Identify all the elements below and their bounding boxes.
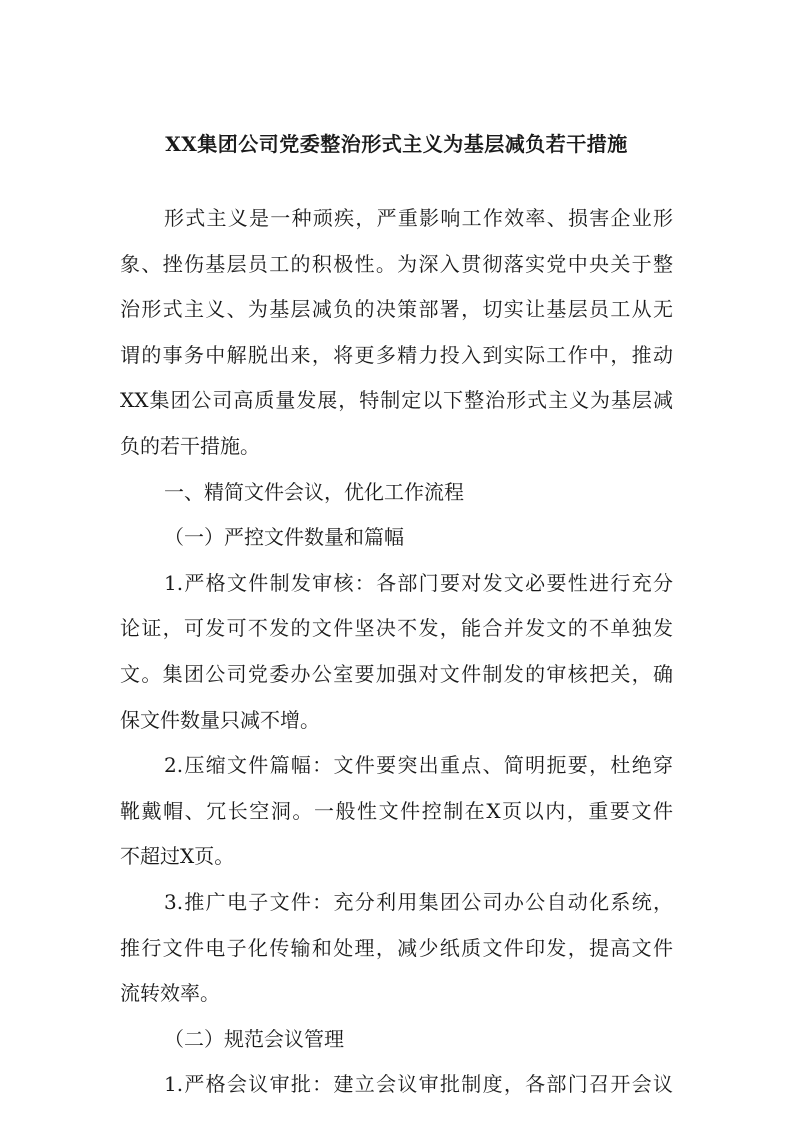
paragraph-line: 形式主义是一种顽疾，严重影响工作效率、损害企业形 (164, 206, 673, 230)
paragraph-line: 保文件数量只减不增。 (120, 707, 320, 732)
subsection-heading: （一）严控文件数量和篇幅 (164, 525, 404, 550)
paragraph-line: 不超过X页。 (120, 844, 235, 869)
paragraph-line: 2.压缩文件篇幅：文件要突出重点、简明扼要，杜绝穿 (164, 753, 673, 778)
document-title: XX集团公司党委整治形式主义为基层减负若干措施 (165, 132, 628, 156)
paragraph-line: 治形式主义、为基层减负的决策部署，切实让基层员工从无 (120, 297, 673, 322)
paragraph-line: 谓的事务中解脱出来，将更多精力投入到实际工作中，推动 (120, 342, 673, 367)
paragraph-line: 3.推广电子文件：充分利用集团公司办公自动化系统， (164, 889, 673, 914)
paragraph-line: 负的若干措施。 (120, 433, 260, 458)
paragraph-line: 象、挫伤基层员工的积极性。为深入贯彻落实党中央关于整 (120, 251, 673, 276)
paragraph-line: 靴戴帽、冗长空洞。一般性文件控制在X页以内，重要文件 (120, 798, 673, 823)
paragraph-line: 推行文件电子化传输和处理，减少纸质文件印发，提高文件 (120, 935, 673, 960)
document-body (120, 196, 673, 1108)
section-heading: 一、精简文件会议，优化工作流程 (164, 479, 464, 504)
paragraph-line: 1.严格会议审批：建立会议审批制度，各部门召开会议 (164, 1072, 673, 1097)
paragraph-line: 文。集团公司党委办公室要加强对文件制发的审核把关，确 (120, 661, 673, 686)
paragraph-line: 论证，可发可不发的文件坚决不发，能合并发文的不单独发 (120, 616, 673, 641)
subsection-heading: （二）规范会议管理 (164, 1026, 344, 1051)
paragraph-line: 1.严格文件制发审核：各部门要对发文必要性进行充分 (164, 570, 673, 595)
paragraph-line: XX集团公司高质量发展，特制定以下整治形式主义为基层减 (120, 388, 673, 413)
paragraph-line: 流转效率。 (120, 981, 220, 1006)
